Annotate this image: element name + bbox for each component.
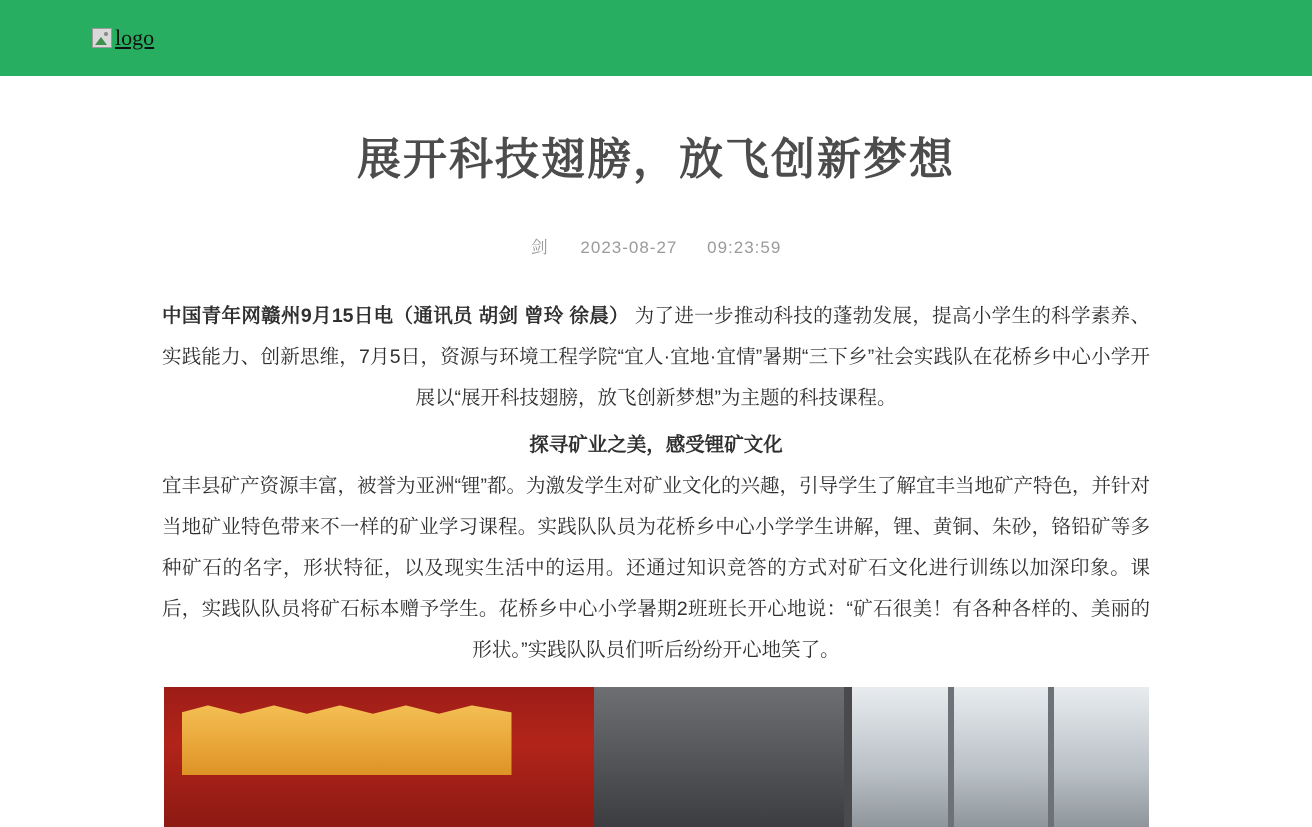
article <box>156 76 1156 258</box>
article-dateline: 中国青年网赣州9月15日电 <box>162 305 394 328</box>
article-time: 09:23:59 <box>707 238 782 258</box>
page-body <box>0 76 1312 827</box>
article-byline: （通讯员 胡剑 曾玲 徐晨） <box>393 305 629 328</box>
page-title: 展开科技翅膀，放飞创新梦想 <box>357 135 955 184</box>
article-paragraph <box>162 296 1150 419</box>
article-author: 剑 <box>530 238 549 258</box>
photo-banner-region <box>164 687 594 827</box>
article-paragraph: 宜丰县矿产资源丰富，被誉为亚洲“锂”都。为激发学生对矿业文化的兴趣，引导学生了解宜丰当地矿产特色，并针对当地矿业特色带来不一样的矿业学习课程。实践队队员为花桥乡中心小学学生讲解，锂、黄铜、朱砂，铬铅矿等多种矿石的名字，形状特征，以及现实生活中的运用。还通过知识竞答的方式对矿石文化进行训练以加深印象。课后，实践队队员将矿石标本赠予学生。花桥乡中心小学暑期2班班长开心地说：“矿石很美！有各种各样的、美丽的形状。”实践队队员们听后纷纷开心地笑了。 <box>162 475 1150 662</box>
photo-wall-region <box>594 687 844 827</box>
photo-window-region <box>852 687 1149 827</box>
article-paragraph-text: 为了进一步推动科技的蓬勃发展，提高小学生的科学素养、实践能力、创新思维，7月5日，资源与环境工程学院“宜人·宜地·宜情”暑期“三下乡”社会实践队在花桥乡中心小学开展以“展开科技翅膀，放飞创新梦想”为主题的科技课程。 <box>162 305 1150 410</box>
broken-image-icon <box>92 28 112 48</box>
article-subheading: 探寻矿业之美，感受锂矿文化 <box>529 434 783 457</box>
site-header <box>0 0 1312 76</box>
article-body <box>156 296 1156 671</box>
site-logo-link[interactable] <box>92 25 154 51</box>
site-logo-alt-text: logo <box>115 25 155 50</box>
article-meta <box>156 233 1156 258</box>
article-date: 2023-08-27 <box>580 238 678 258</box>
article-photo <box>164 687 1149 827</box>
